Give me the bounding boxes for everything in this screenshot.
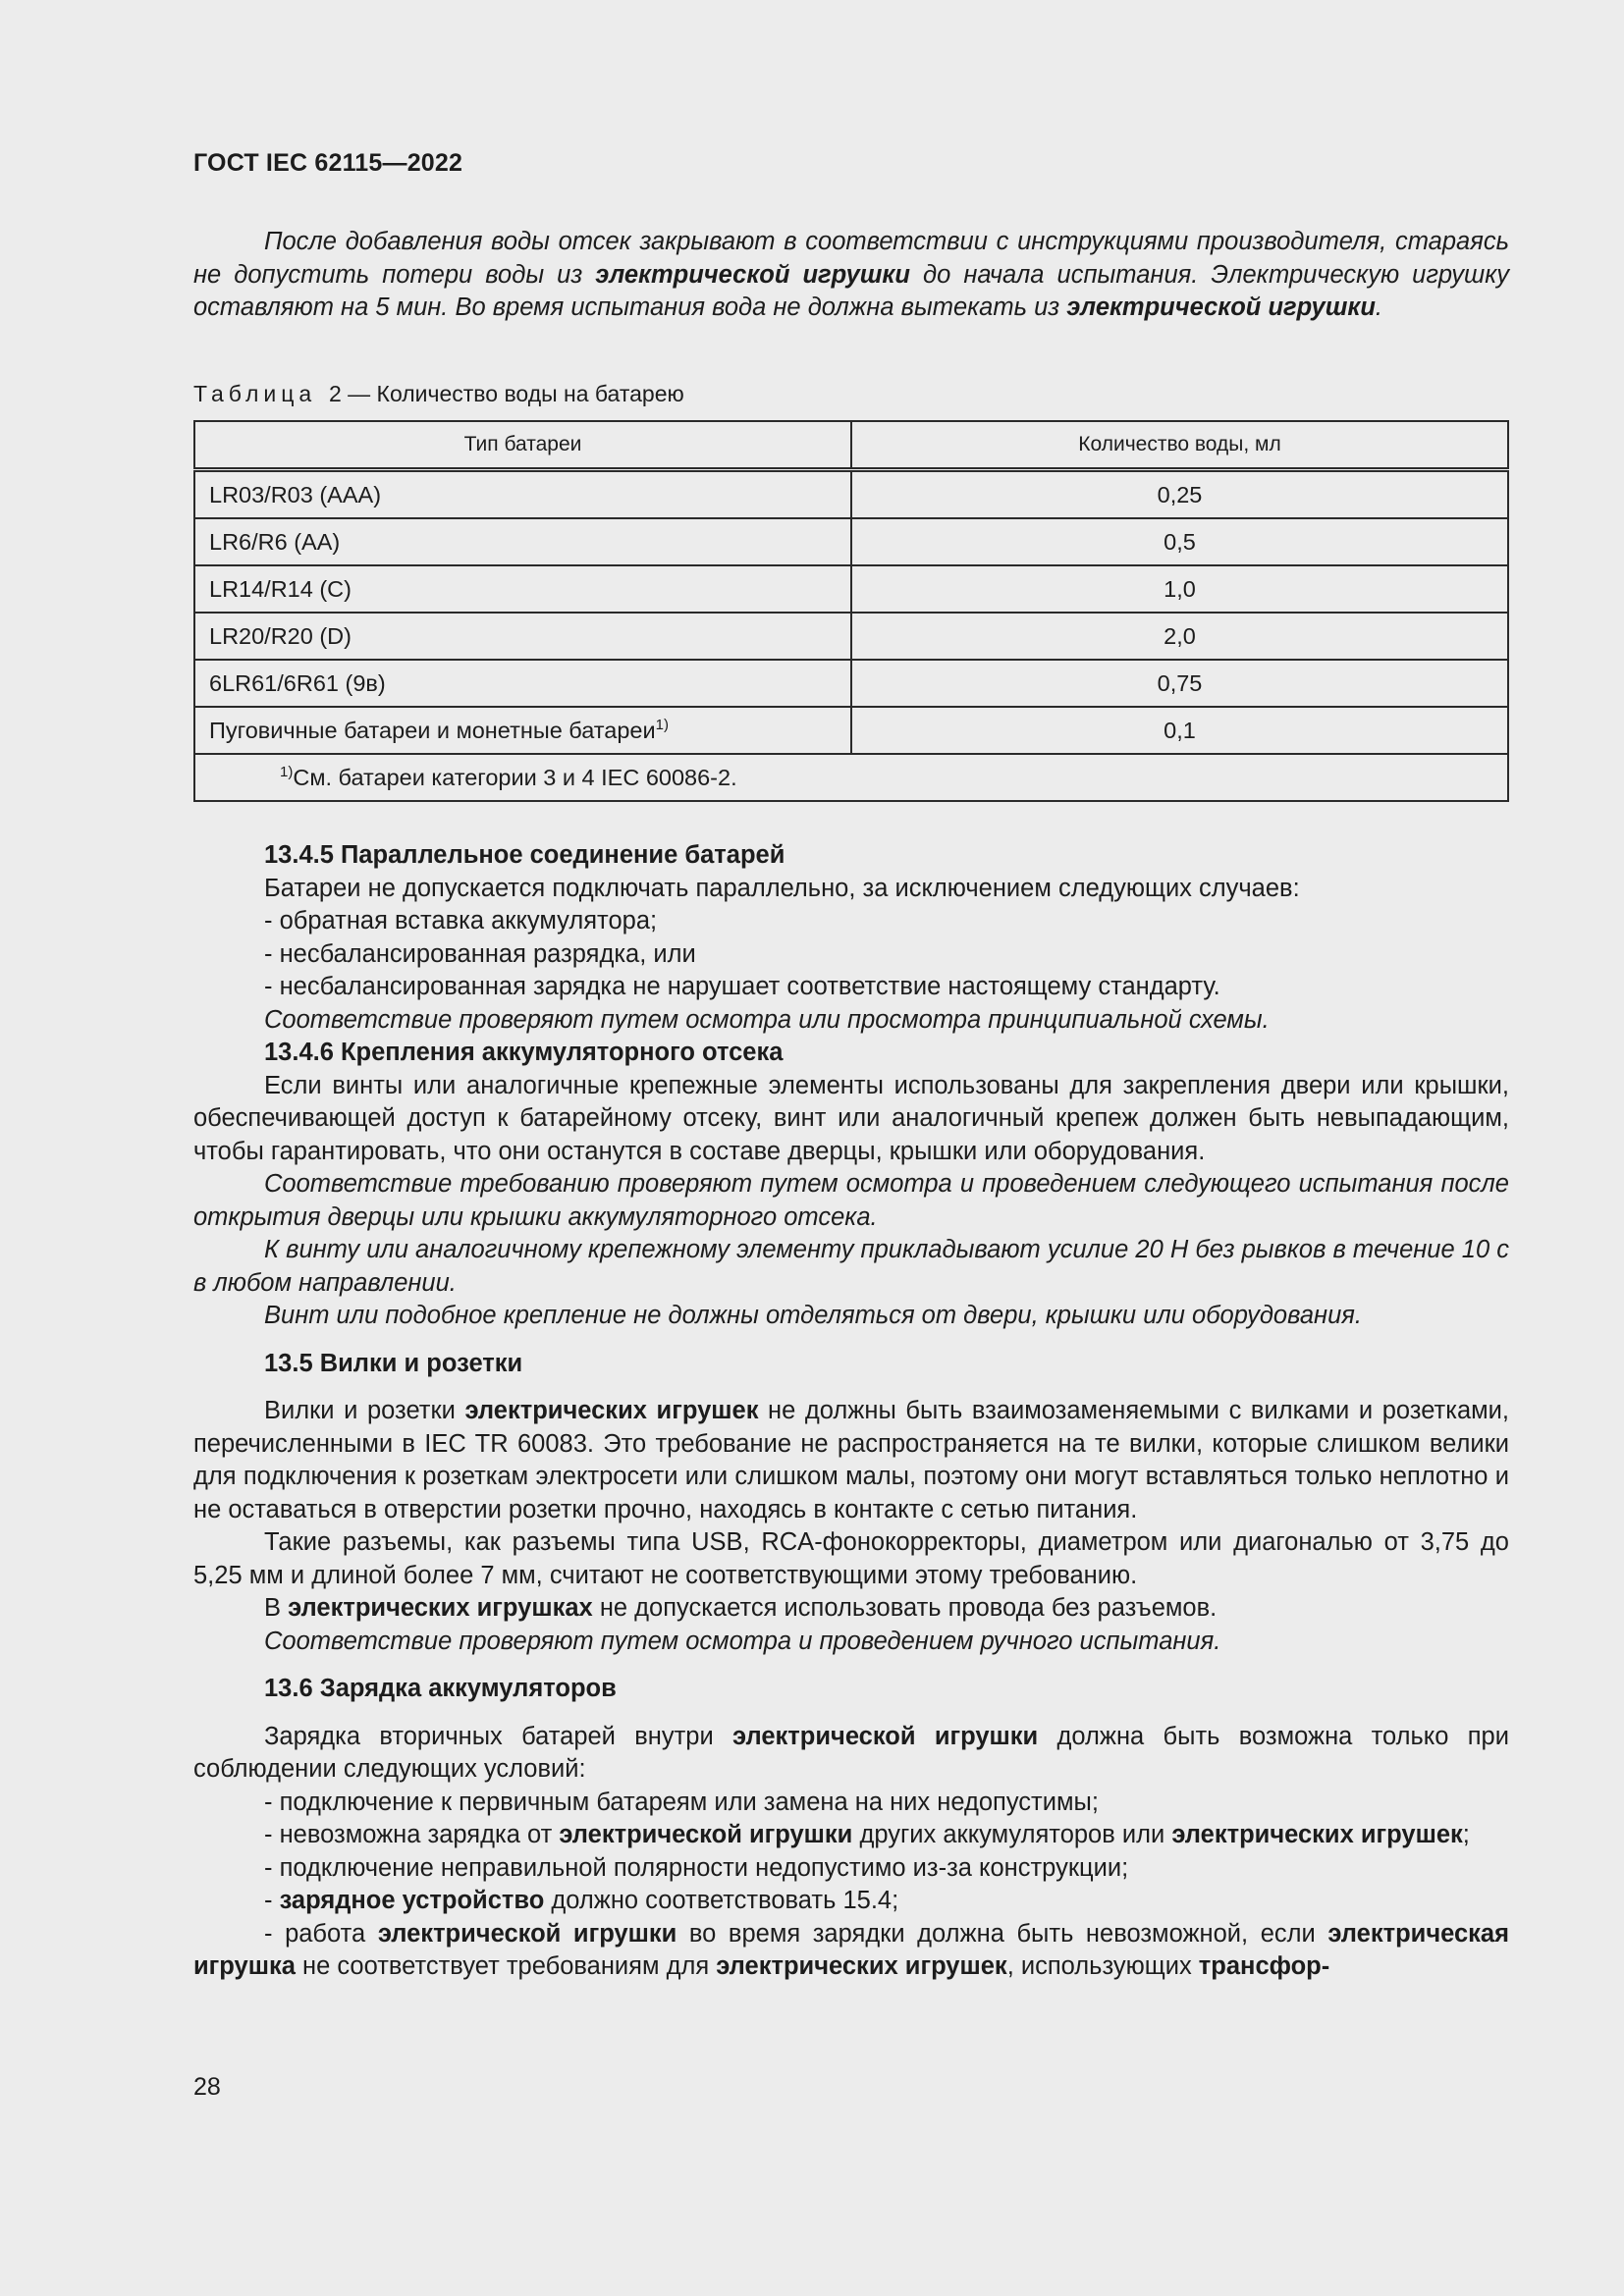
section-heading: 13.5 Вилки и розетки [264, 1349, 523, 1377]
battery-type-cell: 6LR61/6R61 (9в) [194, 660, 851, 707]
table-footnote: $^{1)}$См. батареи категории 3 и 4 IEC 60086-2. [194, 754, 1508, 801]
battery-type-cell: LR14/R14 (C) [194, 565, 851, 613]
table-caption: Таблица 2 — Количество воды на батарею [193, 381, 684, 406]
document-header: ГОСТ IEC 62115—2022 [193, 149, 463, 177]
list-item: - зарядное устройство должно соответствовать 15.4; [264, 1887, 899, 1914]
water-amount-cell: 2,0 [851, 613, 1508, 660]
water-amount-cell: 0,5 [851, 518, 1508, 565]
paragraph: К винту или аналогичному крепежному элементу прикладывают усилие 20 Н без рывков в течение 10 с в любом направлении. [193, 1236, 1509, 1297]
table-footnote-row [194, 754, 1508, 801]
list-item: - работа электрической игрушки во время зарядки должна быть невозможной, если электрическая игрушка не соответствует требованиям для электрических игрушек, использующих трансфор- [193, 1919, 1509, 1980]
paragraph: Соответствие проверяют путем осмотра или просмотра принципиальной схемы. [264, 1005, 1270, 1034]
table-row [194, 470, 1508, 519]
table-row [194, 565, 1508, 613]
intro-paragraph: После добавления воды отсек закрывают в соответствии с инструкциями производителя, стараясь не допустить потери воды из электрической игрушки до начала испытания. Электрическую игрушку оставляют на 5 мин. Во время испытания вода не должна вытекать из электрической игрушки. [193, 228, 1509, 321]
battery-type-cell: LR20/R20 (D) [194, 613, 851, 660]
paragraph: Соответствие проверяют путем осмотра и проведением ручного испытания. [264, 1627, 1221, 1655]
water-amount-cell: 0,1 [851, 707, 1508, 754]
list-item: - обратная вставка аккумулятора; [264, 907, 658, 934]
section-heading: 13.4.5 Параллельное соединение батарей [264, 841, 785, 869]
paragraph: Соответствие требованию проверяют путем осмотра и проведением следующего испытания после открытия дверцы или крышки аккумуляторного отсека. [193, 1170, 1509, 1231]
paragraph: Батареи не допускается подключать параллельно, за исключением следующих случаев: [264, 874, 1300, 902]
battery-type-cell: LR6/R6 (AA) [194, 518, 851, 565]
water-amount-cell: 1,0 [851, 565, 1508, 613]
column-header-water-amount: Количество воды, мл [851, 421, 1508, 470]
battery-type-cell: LR03/R03 (AAA) [194, 470, 851, 519]
water-per-battery-table [193, 420, 1509, 802]
paragraph: Такие разъемы, как разъемы типа USB, RCA-фонокорректоры, диаметром или диагональю от 3,75 до 5,25 мм и длиной более 7 мм, считают не соответствующими этому требованию. [193, 1528, 1509, 1589]
paragraph: Если винты или аналогичные крепежные элементы использованы для закрепления двери или крышки, обеспечивающей доступ к батарейному отсеку, винт или аналогичный крепеж должен быть невыпадающим, чтобы гарантировать, что они останутся в составе дверцы, крышки или оборудования. [193, 1071, 1509, 1165]
column-header-battery-type: Тип батареи [194, 421, 851, 470]
list-item: - подключение неправильной полярности недопустимо из-за конструкции; [264, 1853, 1129, 1882]
list-item: - несбалансированная разрядка, или [264, 939, 696, 968]
intro-block [193, 226, 1509, 325]
footnote-ref: 1) [655, 716, 669, 733]
section-13-4-5-and-13-4-6 [193, 839, 1509, 1984]
paragraph: В электрических игрушках не допускается использовать провода без разъемов. [264, 1594, 1218, 1622]
page-number: 28 [193, 2073, 221, 2101]
paragraph: Винт или подобное крепление не должны отделяться от двери, крышки или оборудования. [264, 1302, 1362, 1329]
water-amount-cell: 0,25 [851, 470, 1508, 519]
paragraph: Вилки и розетки электрических игрушек не должны быть взаимозаменяемыми с вилками и розетками, перечисленными в IEC TR 60083. Это требование не распространяется на те вилки, которые слишком велики для подключения к розеткам электросети или слишком малы, поэтому они могут вставляться только неплотно и не оставаться в отверстии розетки прочно, находясь в контакте с сетью питания. [193, 1397, 1509, 1523]
table-row [194, 707, 1508, 754]
table-row [194, 518, 1508, 565]
table-row [194, 613, 1508, 660]
list-item: - несбалансированная зарядка не нарушает соответствие настоящему стандарту. [264, 973, 1220, 1000]
water-amount-cell: 0,75 [851, 660, 1508, 707]
list-item: - подключение к первичным батареям или замена на них недопустимы; [264, 1788, 1099, 1816]
table-header-row [194, 421, 1508, 470]
section-heading: 13.4.6 Крепления аккумуляторного отсека [264, 1039, 784, 1066]
section-heading: 13.6 Зарядка аккумуляторов [264, 1675, 617, 1702]
table-row [194, 660, 1508, 707]
paragraph: Зарядка вторичных батарей внутри электрической игрушки должна быть возможна только при соблюдении следующих условий: [193, 1722, 1509, 1783]
list-item: - невозможна зарядка от электрической игрушки других аккумуляторов или электрических игрушек; [264, 1821, 1470, 1848]
battery-type-cell: Пуговичные батареи и монетные батареи$^{1)}$ [194, 707, 851, 754]
